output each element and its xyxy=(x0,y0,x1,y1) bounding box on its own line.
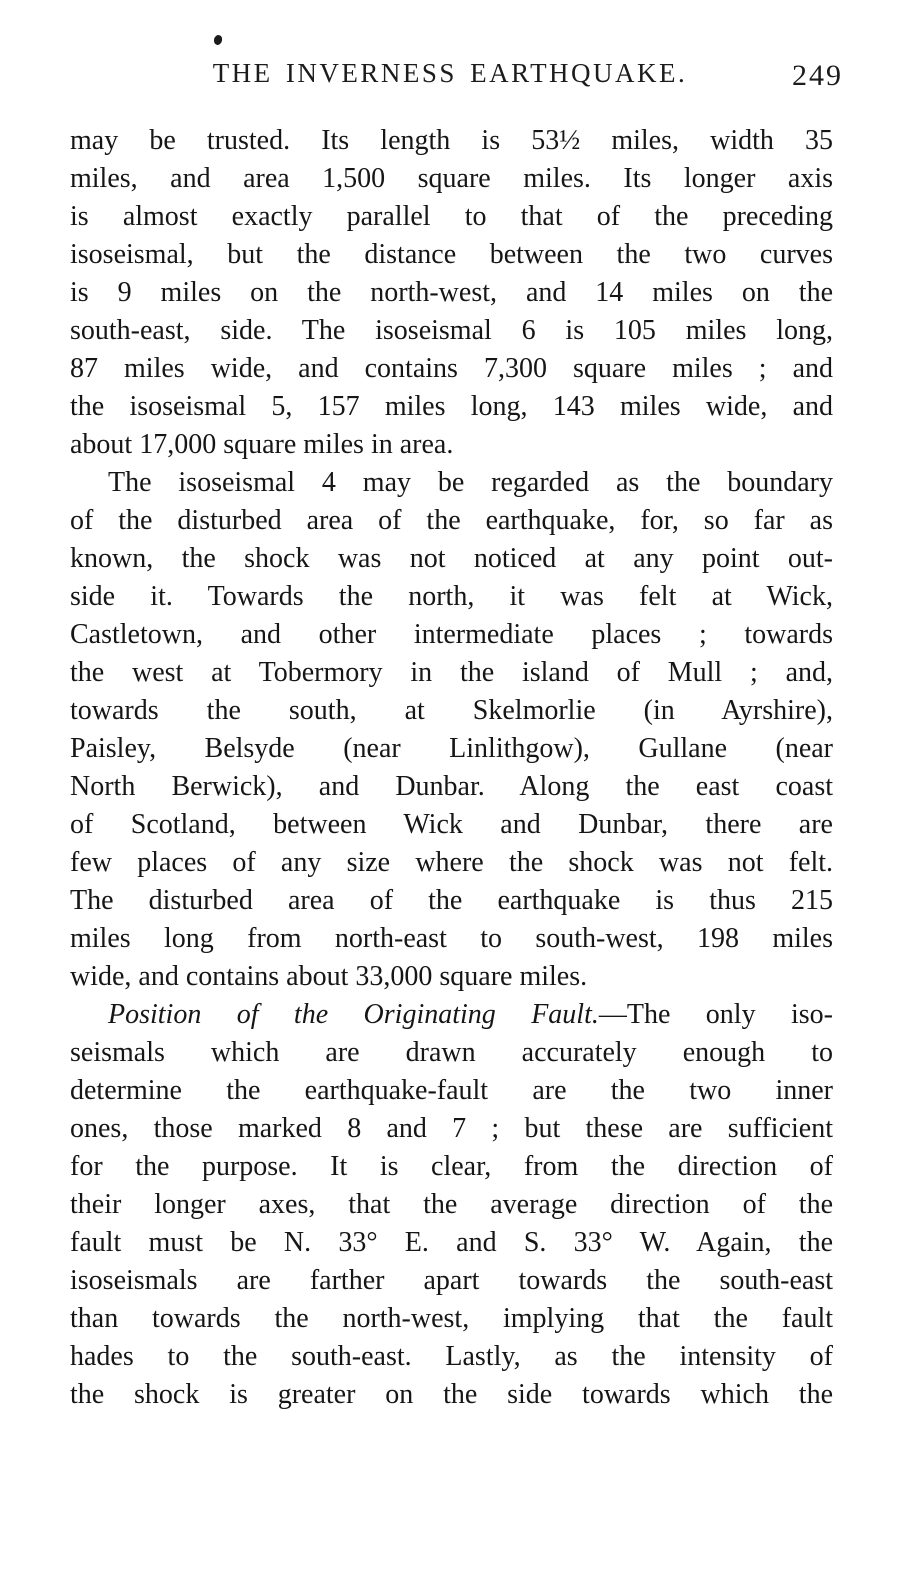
text-line: known, the shock was not noticed at any point out- xyxy=(70,543,833,574)
text-line: isoseismals are farther apart towards the south-east xyxy=(70,1265,833,1296)
text-line: hades to the south-east. Lastly, as the intensity of xyxy=(70,1341,833,1372)
text-line: than towards the north-west, implying that the fault xyxy=(70,1303,833,1334)
text-line: seismals which are drawn accurately enough to xyxy=(70,1037,833,1068)
text-line: is almost exactly parallel to that of the preceding xyxy=(70,201,833,232)
text-line: fault must be N. 33° E. and S. 33° W. Again, the xyxy=(70,1227,833,1258)
text-line: ones, those marked 8 and 7 ; but these are sufficient xyxy=(70,1113,833,1144)
text-line: isoseismal, but the distance between the two curves xyxy=(70,239,833,270)
text-line: about 17,000 square miles in area. xyxy=(70,429,454,460)
text-line: 87 miles wide, and contains 7,300 square miles ; and xyxy=(70,353,833,384)
text-line: determine the earthquake-fault are the two inner xyxy=(70,1075,833,1106)
text-line: towards the south, at Skelmorlie (in Ayrshire), xyxy=(70,695,833,726)
text-line: few places of any size where the shock was not felt. xyxy=(70,847,833,878)
text-line: the west at Tobermory in the island of Mull ; and, xyxy=(70,657,833,688)
ink-speck xyxy=(213,34,223,45)
text-line: The isoseismal 4 may be regarded as the boundary xyxy=(108,467,833,498)
text-line: their longer axes, that the average direction of the xyxy=(70,1189,833,1220)
text-line: side it. Towards the north, it was felt at Wick, xyxy=(70,581,833,612)
text-line: for the purpose. It is clear, from the direction of xyxy=(70,1151,833,1182)
page-title: THE INVERNESS EARTHQUAKE. xyxy=(212,58,688,88)
text-line: The disturbed area of the earthquake is thus 215 xyxy=(70,885,833,916)
text-line: Paisley, Belsyde (near Linlithgow), Gullane (near xyxy=(70,733,833,764)
text-line: Castletown, and other intermediate places ; towards xyxy=(70,619,833,650)
text-line: miles, and area 1,500 square miles. Its longer axis xyxy=(70,163,833,194)
text-line: North Berwick), and Dunbar. Along the east coast xyxy=(70,771,833,802)
text-line: of Scotland, between Wick and Dunbar, there are xyxy=(70,809,833,840)
text-line: may be trusted. Its length is 53½ miles, width 35 xyxy=(70,125,833,156)
text-line: is 9 miles on the north-west, and 14 miles on the xyxy=(70,277,833,308)
text-line: Position of the Originating Fault.—The only iso- xyxy=(108,999,833,1030)
text-line: of the disturbed area of the earthquake, for, so far as xyxy=(70,505,833,536)
text-line: wide, and contains about 33,000 square miles. xyxy=(70,961,588,992)
italic-lead: Position of the Originating Fault. xyxy=(108,999,599,1030)
text-block xyxy=(70,122,833,1414)
text-line: the shock is greater on the side towards which the xyxy=(70,1379,833,1410)
running-head xyxy=(0,58,900,94)
text-line: south-east, side. The isoseismal 6 is 105 miles long, xyxy=(70,315,833,346)
text-line: miles long from north-east to south-west, 198 miles xyxy=(70,923,833,954)
page-number: 249 xyxy=(792,59,843,92)
text-line: the isoseismal 5, 157 miles long, 143 miles wide, and xyxy=(70,391,833,422)
